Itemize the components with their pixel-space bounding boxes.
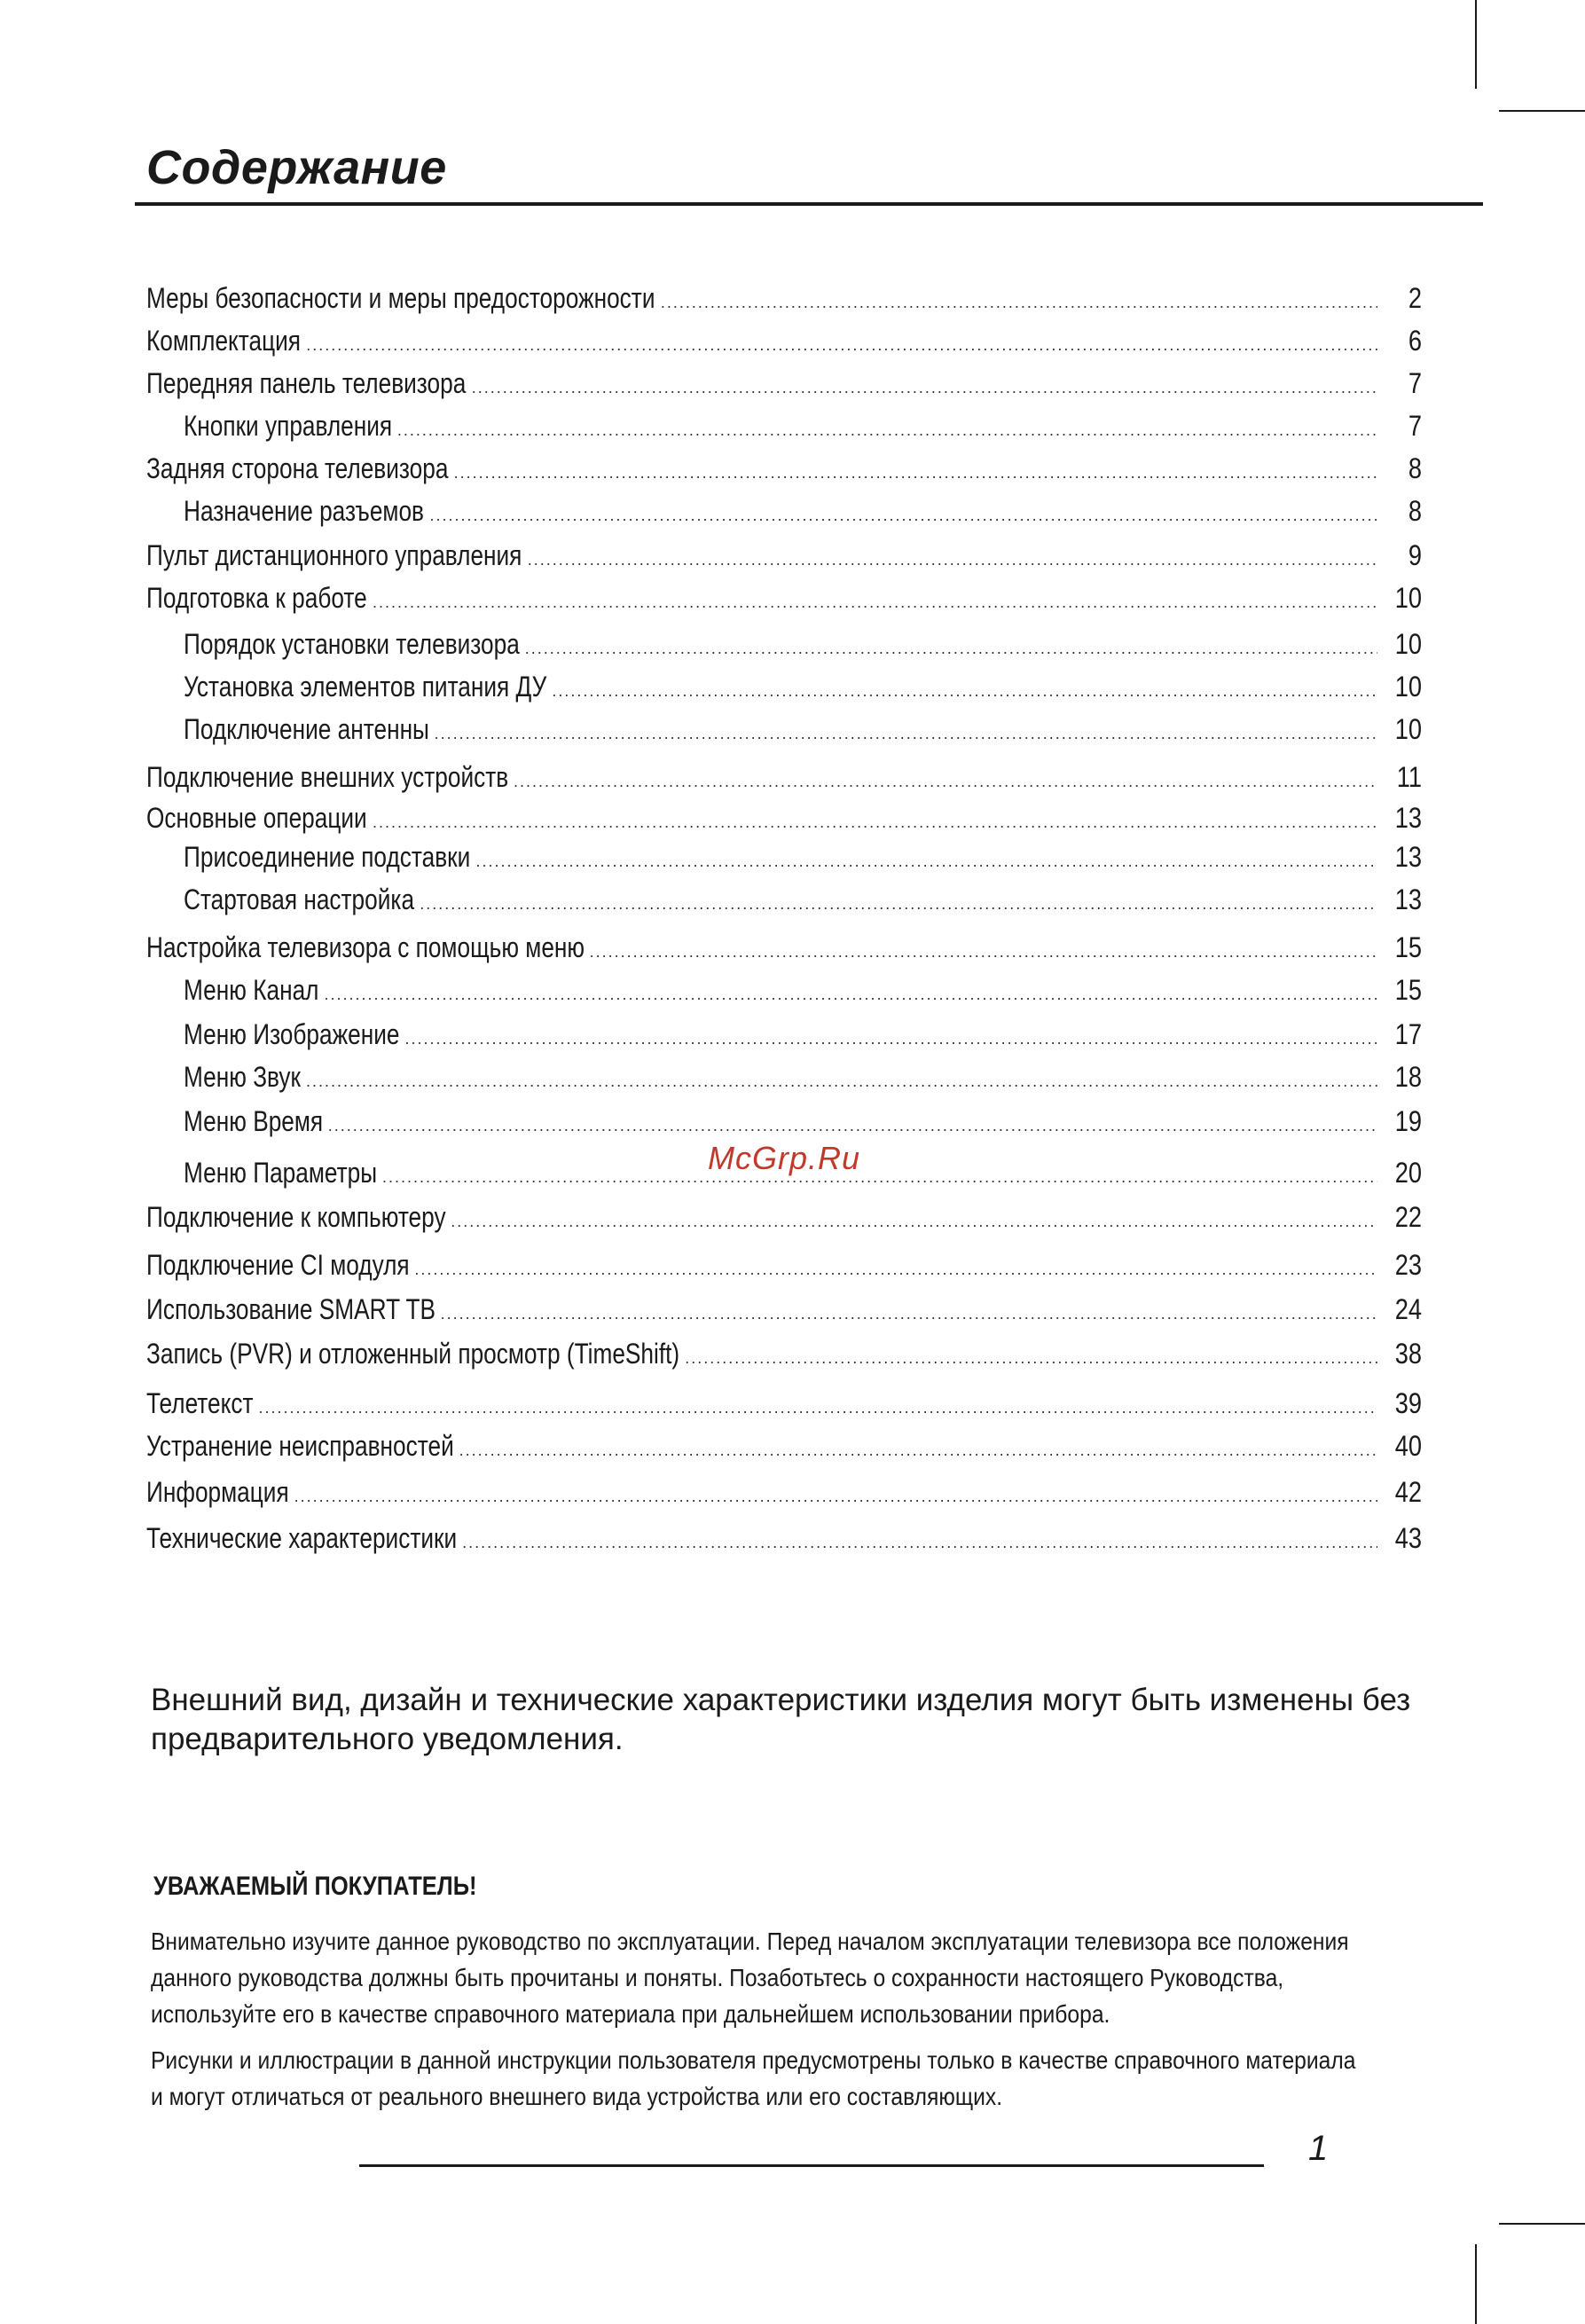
toc-entry-page-number: 11 [1396, 761, 1422, 793]
toc-entry-label: Настройка телевизора с помощью меню [146, 931, 585, 963]
toc-entry-page-number: 10 [1394, 582, 1422, 614]
toc-entry-label: Пульт дистанционного управления [146, 539, 522, 571]
illustrations-paragraph: Рисунки и иллюстрации в данной инструкции пользователя предусмотрены только в качестве справочного материала и могут отличаться от реального внешнего вида устройства или его составляющих. [151, 2046, 1356, 2110]
toc-entry-label: Информация [146, 1476, 289, 1508]
toc-entry[interactable] [146, 1201, 1422, 1234]
toc-entry-leader-dots [414, 1260, 1377, 1279]
toc-entry[interactable] [146, 1476, 1422, 1509]
toc-entry-leader-dots [382, 1168, 1377, 1187]
toc-entry-leader-dots [441, 1305, 1377, 1323]
toc-entry-label: Устранение неисправностей [146, 1430, 454, 1462]
toc-entry[interactable] [184, 883, 1422, 916]
toc-entry[interactable] [184, 628, 1422, 661]
toc-entry-leader-dots [429, 506, 1377, 525]
crop-mark-top-horizontal [1499, 110, 1585, 112]
toc-entry-label: Телетекст [146, 1387, 254, 1419]
toc-entry-leader-dots [294, 1488, 1377, 1506]
toc-entry-page-number: 18 [1394, 1061, 1422, 1093]
toc-entry-leader-dots [476, 852, 1377, 871]
toc-entry[interactable] [146, 1249, 1422, 1282]
toc-entry-leader-dots [306, 336, 1377, 355]
toc-entry-leader-dots [459, 1441, 1377, 1460]
page-number: 1 [1308, 2129, 1329, 2168]
toc-entry-page-number: 8 [1408, 452, 1422, 484]
toc-entry[interactable] [146, 761, 1422, 794]
toc-entry-page-number: 42 [1394, 1476, 1422, 1508]
title-divider [135, 202, 1483, 206]
toc-entry-label: Установка элементов питания ДУ [184, 671, 547, 703]
toc-entry-label: Меню Параметры [184, 1157, 378, 1189]
toc-entry[interactable] [184, 841, 1422, 874]
toc-entry-page-number: 39 [1394, 1387, 1422, 1419]
toc-entry-page-number: 15 [1394, 974, 1422, 1006]
toc-entry[interactable] [146, 1430, 1422, 1463]
toc-entry-label: Основные операции [146, 802, 367, 834]
toc-entry-page-number: 22 [1394, 1201, 1422, 1233]
toc-entry[interactable] [146, 1387, 1422, 1420]
toc-entry-leader-dots [514, 773, 1377, 791]
page-title: Содержание [146, 141, 447, 194]
toc-entry[interactable] [146, 367, 1422, 400]
toc-entry-page-number: 9 [1408, 539, 1422, 571]
toc-entry-label: Технические характеристики [146, 1522, 458, 1554]
toc-entry-page-number: 24 [1394, 1293, 1422, 1325]
toc-entry-leader-dots [373, 593, 1377, 612]
toc-entry-label: Запись (PVR) и отложенный просмотр (TimeShift) [146, 1338, 680, 1370]
toc-entry[interactable] [184, 974, 1422, 1007]
toc-entry-label: Меню Время [184, 1105, 324, 1137]
toc-entry-leader-dots [259, 1399, 1377, 1417]
toc-entry-page-number: 10 [1394, 628, 1422, 660]
toc-entry-label: Подключение к компьютеру [146, 1201, 446, 1233]
toc-entry[interactable] [184, 1105, 1422, 1138]
toc-entry-leader-dots [462, 1534, 1377, 1552]
toc-entry-label: Меню Звук [184, 1061, 302, 1093]
toc-entry[interactable] [146, 802, 1422, 835]
toc-entry-label: Порядок установки телевизора [184, 628, 520, 660]
toc-entry-label: Подключение антенны [184, 713, 429, 745]
watermark: McGrp.Ru [708, 1140, 861, 1176]
toc-entry[interactable] [146, 1293, 1422, 1326]
toc-entry-leader-dots [528, 551, 1377, 569]
toc-entry-page-number: 8 [1408, 495, 1422, 527]
toc-entry-page-number: 43 [1394, 1522, 1422, 1554]
toc-entry-leader-dots [306, 1072, 1377, 1091]
toc-entry-leader-dots [661, 294, 1377, 312]
crop-mark-bottom [1475, 2244, 1477, 2324]
toc-entry[interactable] [184, 671, 1422, 703]
toc-entry-label: Назначение разъемов [184, 495, 424, 527]
toc-entry-label: Подключение CI модуля [146, 1249, 410, 1281]
toc-entry-page-number: 7 [1408, 367, 1422, 399]
toc-entry[interactable] [184, 713, 1422, 746]
toc-entry-page-number: 13 [1394, 841, 1422, 873]
toc-entry-leader-dots [590, 943, 1377, 962]
toc-entry[interactable] [184, 1018, 1422, 1051]
toc-entry-leader-dots [525, 640, 1377, 658]
toc-entry-page-number: 7 [1408, 410, 1422, 442]
toc-entry-label: Кнопки управления [184, 410, 393, 442]
toc-entry-label: Задняя сторона телевизора [146, 452, 449, 484]
toc-entry-leader-dots [420, 895, 1377, 914]
toc-entry-label: Комплектация [146, 325, 302, 357]
toc-entry-leader-dots [404, 1030, 1377, 1048]
toc-entry-page-number: 23 [1394, 1249, 1422, 1281]
toc-entry-page-number: 17 [1394, 1018, 1422, 1050]
notice-text: Внешний вид, дизайн и технические характеристики изделия могут быть изменены без предварительного уведомления. [151, 1683, 1411, 1756]
toc-entry-page-number: 2 [1408, 282, 1422, 314]
toc-entry[interactable] [146, 931, 1422, 964]
toc-entry[interactable] [146, 582, 1422, 615]
toc-entry-label: Подготовка к работе [146, 582, 367, 614]
toc-entry[interactable] [184, 1061, 1422, 1094]
toc-entry-label: Меню Изображение [184, 1018, 400, 1050]
crop-mark-bottom-horizontal [1499, 2223, 1585, 2225]
crop-mark-top [1475, 0, 1477, 89]
toc-entry-leader-dots [451, 1213, 1377, 1231]
toc-entry-page-number: 19 [1394, 1105, 1422, 1137]
toc-entry-leader-dots [435, 725, 1377, 743]
toc-entry-leader-dots [328, 1117, 1377, 1135]
toc-entry[interactable] [184, 495, 1422, 528]
toc-entry-leader-dots [552, 682, 1377, 701]
toc-entry-page-number: 6 [1408, 325, 1422, 357]
toc-entry-page-number: 20 [1394, 1157, 1422, 1189]
toc-entry-leader-dots [397, 421, 1377, 440]
toc-entry-page-number: 10 [1394, 713, 1422, 745]
toc-entry-label: Подключение внешних устройств [146, 761, 509, 793]
toc-entry-label: Передняя панель телевизора [146, 367, 467, 399]
toc-entry-page-number: 38 [1394, 1338, 1422, 1370]
toc-entry-label: Меню Канал [184, 974, 319, 1006]
toc-entry-label: Использование SMART TB [146, 1293, 436, 1325]
toc-entry-page-number: 10 [1394, 671, 1422, 703]
toc-entry-leader-dots [685, 1349, 1377, 1368]
toc-entry[interactable] [184, 410, 1422, 443]
toc-entry-label: Стартовая настройка [184, 883, 415, 915]
toc-entry[interactable] [146, 539, 1422, 572]
toc-entry-leader-dots [373, 813, 1377, 832]
footer-divider [359, 2164, 1264, 2167]
dear-customer-heading: УВАЖАЕМЫЙ ПОКУПАТЕЛЬ! [153, 1872, 477, 1901]
toc-entry-label: Присоединение подставки [184, 841, 471, 873]
toc-entry-page-number: 40 [1394, 1430, 1422, 1462]
toc-entry-leader-dots [324, 985, 1377, 1004]
toc-entry-label: Меры безопасности и меры предосторожности [146, 282, 655, 314]
instructions-paragraph: Внимательно изучите данное руководство по эксплуатации. Перед началом эксплуатации телевизора все положения данного руководства должны быть прочитаны и поняты. Позаботьтесь о сохранности настоящего Руководства, используйте его в качестве справочного материала при дальнейшем использовании прибора. [151, 1928, 1349, 2028]
toc-entry-leader-dots [472, 379, 1377, 397]
toc-entry-page-number: 13 [1394, 802, 1422, 834]
toc-entry[interactable] [146, 325, 1422, 357]
toc-entry[interactable] [146, 282, 1422, 315]
toc-entry[interactable] [146, 1338, 1422, 1370]
toc-entry-leader-dots [454, 464, 1377, 483]
toc-entry-page-number: 15 [1394, 931, 1422, 963]
toc-entry-page-number: 13 [1394, 883, 1422, 915]
toc-entry[interactable] [146, 452, 1422, 485]
toc-entry[interactable] [146, 1522, 1422, 1555]
